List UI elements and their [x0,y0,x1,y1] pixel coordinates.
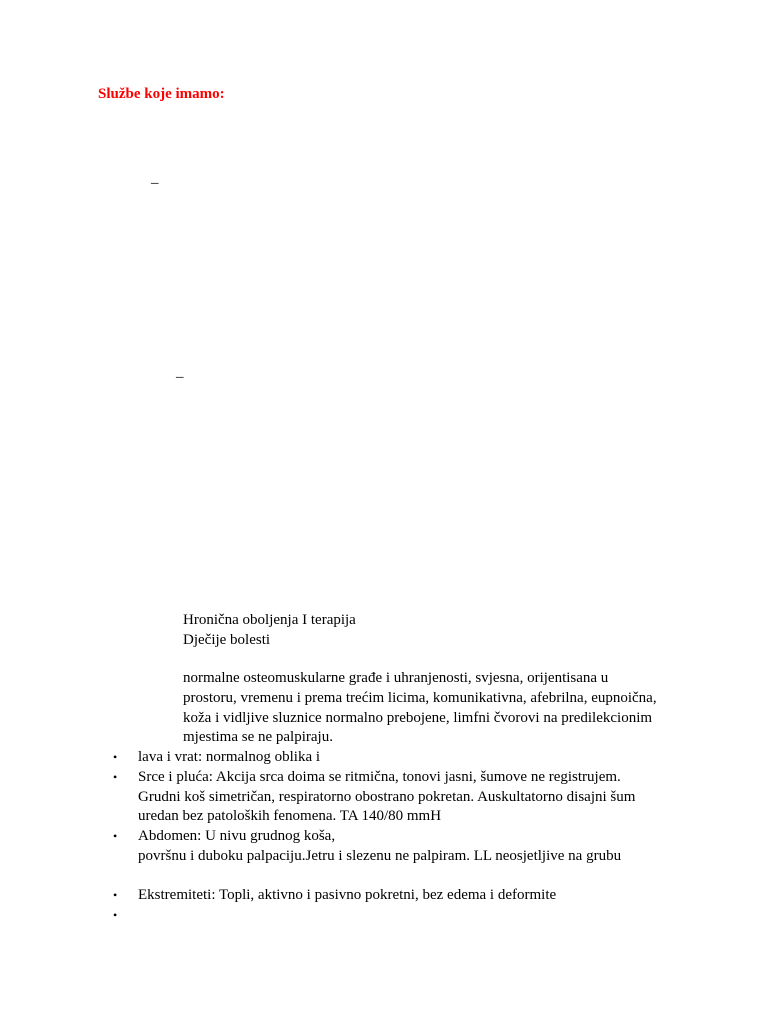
heart-lungs-item-continued: uredan bez patoloških fenomena. TA 140/80 mmH [138,808,442,824]
heart-lungs-item: Srce i pluća: Akcija srca doima se ritmična, tonovi jasni, šumove ne registrujem. [138,769,621,785]
extremities-item: Ekstremiteti: Topli, aktivno i pasivno pokretni, bez edema i deformite [138,887,557,903]
bullet-marker: • [113,750,118,764]
bullet-marker: • [113,829,118,843]
dash-mark: – [176,369,184,385]
general-status-line: koža i vidljive sluznice normalno prebojene, limfni čvorovi na predilekcionim [183,710,653,726]
head-neck-item: lava i vrat: normalnog oblika i [138,749,321,765]
heart-lungs-item-continued: Grudni koš simetričan, respiratorno obostrano pokretan. Auskultatorno disajni šum [138,789,636,805]
childhood-diseases-heading: Dječije bolesti [183,632,271,648]
chronic-diseases-heading: Hronična oboljenja I terapija [183,612,356,628]
bullet-marker: • [113,908,118,922]
bullet-marker: • [113,888,118,902]
services-heading: Službe koje imamo: [98,86,225,102]
abdomen-item-continued: površnu i duboku palpaciju.Jetru i slezenu ne palpiram. LL neosjetljive na grubu [138,848,622,864]
abdomen-item: Abdomen: U nivu grudnog koša, [138,828,336,844]
general-status-line: normalne osteomuskularne građe i uhranjenosti, svjesna, orijentisana u [183,670,609,686]
general-status-line: prostoru, vremenu i prema trećim licima, komunikativna, afebrilna, eupnoična, [183,690,657,706]
general-status-line: mjestima se ne palpiraju. [183,729,333,745]
dash-mark: – [151,175,159,191]
bullet-marker: • [113,770,118,784]
